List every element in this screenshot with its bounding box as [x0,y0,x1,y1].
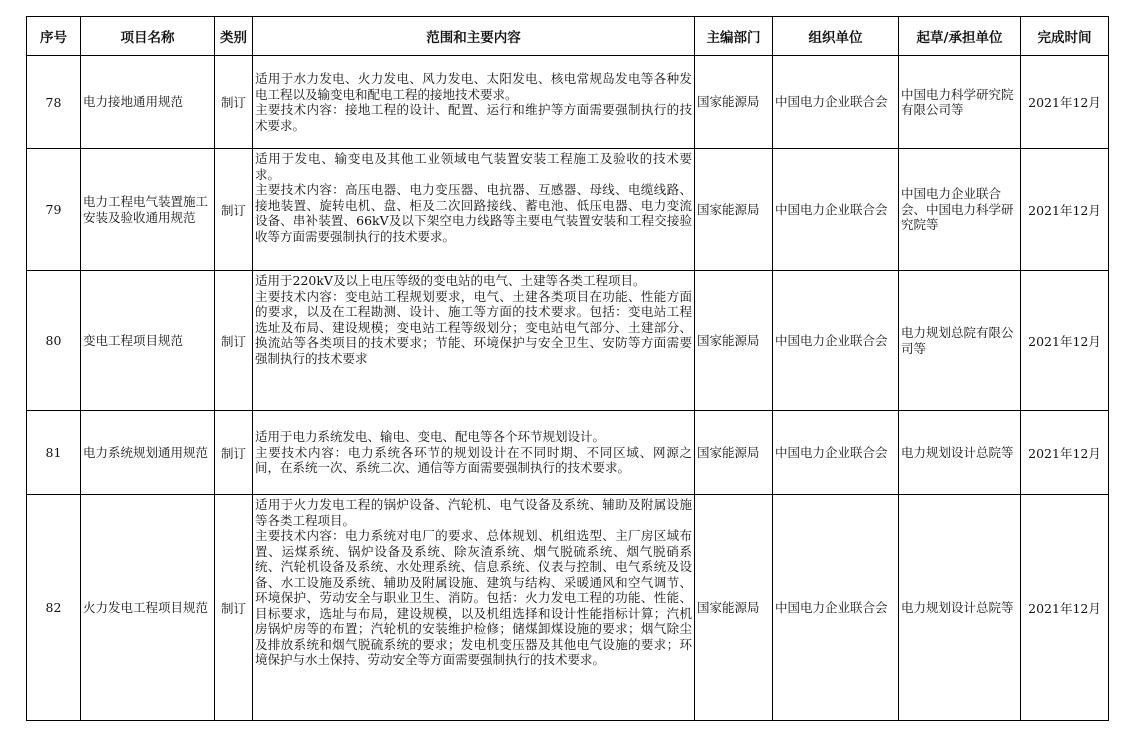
row-no: 82 [27,495,81,721]
row-name-text: 电力系统规划通用规范 [83,444,209,460]
row-org [773,271,899,411]
row-drafter [899,271,1021,411]
row-org-text: 中国电力企业联合会 [775,332,888,348]
row-dept [695,495,773,721]
table-row [27,56,1109,149]
row-drafter [899,411,1021,495]
table-row [27,411,1109,495]
row-type: 制订 [215,411,253,495]
row-scope-text: 适用于火力发电工程的锅炉设备、汽轮机、电气设备及系统、辅助及附属设施等各类工程项目。 主要技术内容：电力系统对电厂的要求、总体规划、机组选型、主厂房区域布置、运煤系统、锅炉设备及系统、除灰渣系统、烟气脱硫系统、烟气脱硝系统、汽轮机设备及系统、水处理系统、信息系统、仪表与控制、电气系统及设备、水工设施及系统、辅助及附属设施、建筑与结构、采暖通风和空气调节、环境保护、劳动安全与职业卫生、消防。包括：火力发电工程的功能、性能、目标要求，选址与布局，建设规模，以及机组选择和设计性能指标计算；汽机房锅炉房等的布置；汽轮机的安装维护检修；储煤卸煤设施的要求；烟气除尘及排放系统和烟气脱硫系统的要求；发电机变压器及其他电气设施的要求；环境保护与水土保持、劳动安全等方面需要强制执行的技术要求。 [255,497,692,667]
row-scope-text: 适用于发电、输变电及其他工业领域电气装置安装工程施工及验收的技术要求。 主要技术内容：高压电器、电力变压器、电抗器、互感器、母线、电缆线路、接地装置、旋转电机、盘、柜及二次回路接线、蓄电池、低压电器、电力变流设备、串补装置、66kV及以下架空电力线路等主要电气装置安装和工程交接验收等方面需要强制执行的技术要求。 [255,151,692,244]
row-name [81,149,215,271]
row-org-text: 中国电力企业联合会 [775,444,888,460]
row-drafter-text: 中国电力企业联合会、中国电力科学研究院等 [901,186,1014,233]
row-name-text: 电力工程电气装置施工安装及验收通用规范 [83,194,209,225]
table-header-row [27,17,1109,56]
row-time: 2021年12月 [1021,411,1109,495]
row-name [81,271,215,411]
row-dept-text: 国家能源局 [697,444,760,460]
row-scope [253,149,695,271]
header-time: 完成时间 [1021,17,1109,56]
row-type: 制订 [215,56,253,149]
row-org-text: 中国电力企业联合会 [775,201,888,217]
row-scope [253,56,695,149]
row-dept-text: 国家能源局 [697,332,760,348]
header-type: 类别 [215,17,253,56]
row-scope-text: 适用于220kV及以上电压等级的变电站的电气、土建等各类工程项目。 主要技术内容：变电站工程规划要求，电气、土建各类项目在功能、性能方面的要求，以及在工程勘测、设计、施工等方面的技术要求。包括：变电站工程选址及布局、建设规模；变电站工程等级划分；变电站电气部分、土建部分、换流站等各类项目的技术要求；节能、环境保护与安全卫生、安防等方面需要强制执行的技术要求 [255,273,692,366]
header-drafter: 起草/承担单位 [899,17,1021,56]
row-scope [253,495,695,721]
row-dept-text: 国家能源局 [697,599,760,615]
row-name-text: 电力接地通用规范 [83,94,184,110]
row-dept [695,411,773,495]
row-time: 2021年12月 [1021,495,1109,721]
header-org: 组织单位 [773,17,899,56]
row-org-text: 中国电力企业联合会 [775,599,888,615]
row-name [81,495,215,721]
row-time: 2021年12月 [1021,149,1109,271]
row-scope [253,411,695,495]
row-no: 79 [27,149,81,271]
row-name [81,411,215,495]
row-drafter-text: 电力规划设计总院等 [901,444,1014,460]
row-no: 80 [27,271,81,411]
header-dept: 主编部门 [695,17,773,56]
row-dept [695,56,773,149]
row-type: 制订 [215,271,253,411]
row-drafter [899,149,1021,271]
row-drafter-text: 电力规划总院有限公司等 [901,325,1014,356]
row-org [773,495,899,721]
row-drafter-text: 电力规划设计总院等 [901,599,1014,615]
table-row [27,271,1109,411]
row-dept [695,271,773,411]
row-scope-text: 适用于水力发电、火力发电、风力发电、太阳发电、核电常规岛发电等各种发电工程以及输变电和配电工程的接地技术要求。 主要技术内容：接地工程的设计、配置、运行和维护等方面需要强制执行的技术要求。 [255,71,692,133]
row-org [773,56,899,149]
row-org [773,411,899,495]
table-row [27,495,1109,721]
standards-table [26,16,1109,721]
row-no: 78 [27,56,81,149]
row-name-text: 变电工程项目规范 [83,332,184,348]
row-name [81,56,215,149]
row-time: 2021年12月 [1021,56,1109,149]
row-dept [695,149,773,271]
row-dept-text: 国家能源局 [697,94,760,110]
row-type: 制订 [215,495,253,721]
header-name: 项目名称 [81,17,215,56]
row-name-text: 火力发电工程项目规范 [83,599,209,615]
row-drafter [899,56,1021,149]
row-org [773,149,899,271]
row-drafter [899,495,1021,721]
row-dept-text: 国家能源局 [697,201,760,217]
row-scope-text: 适用于电力系统发电、输电、变电、配电等各个环节规划设计。 主要技术内容：电力系统各环节的规划设计在不同时期、不同区域、网源之间，在系统一次、系统二次、通信等方面需要强制执行的技术要求。 [255,429,692,476]
row-org-text: 中国电力企业联合会 [775,94,888,110]
row-drafter-text: 中国电力科学研究院有限公司等 [901,86,1014,117]
header-scope: 范围和主要内容 [253,17,695,56]
table-row [27,149,1109,271]
row-no: 81 [27,411,81,495]
row-scope [253,271,695,411]
header-no: 序号 [27,17,81,56]
row-time: 2021年12月 [1021,271,1109,411]
row-type: 制订 [215,149,253,271]
